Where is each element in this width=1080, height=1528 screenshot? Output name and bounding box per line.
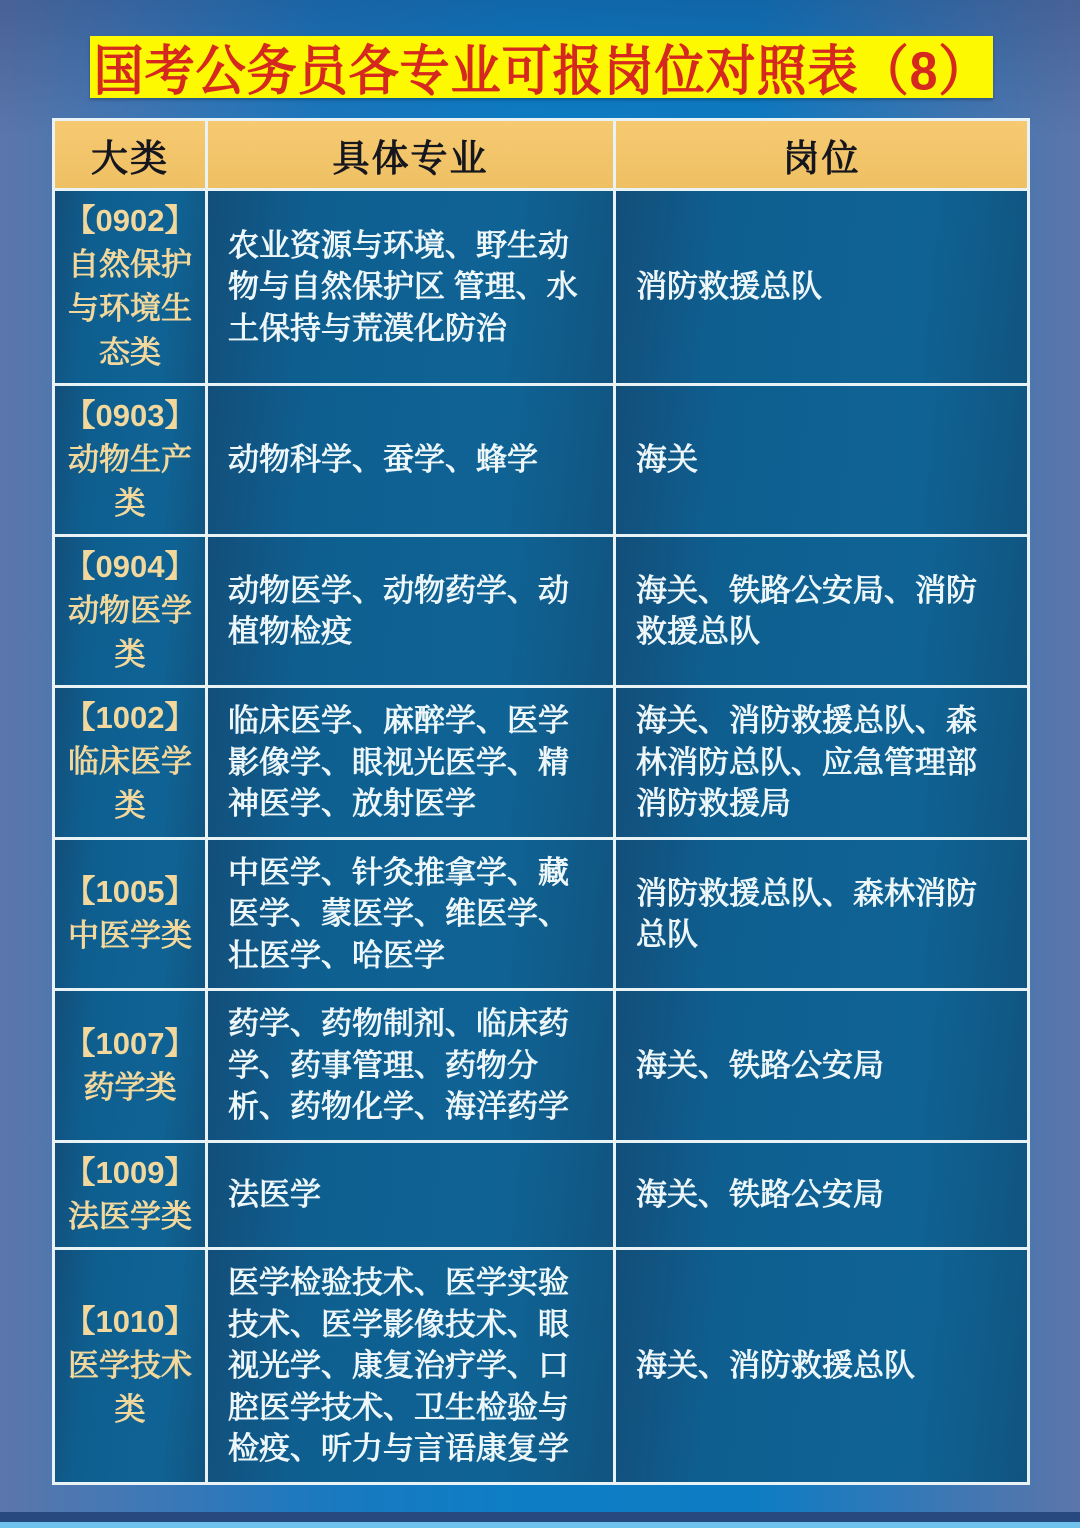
positions-cell: [616, 386, 1027, 534]
column-header-positions: 岗位: [616, 121, 1027, 188]
category-name: 中医学类: [68, 918, 192, 954]
category-code: 【1005】: [64, 874, 196, 910]
positions-cell: [616, 191, 1027, 383]
category-name: 动物生产类: [68, 442, 192, 522]
majors-text: 农业资源与环境、野生动物与自然保护区 管理、水土保持与荒漠化防治: [228, 227, 578, 346]
category-name: 自然保护与环境生态类: [68, 247, 192, 371]
positions-text: 海关、铁路公安局、消防救援总队: [636, 572, 977, 650]
majors-cell: [208, 1143, 613, 1247]
majors-text: 药学、药物制剂、临床药学、药事管理、药物分析、药物化学、海洋药学: [228, 1006, 569, 1125]
category-cell: [55, 1250, 205, 1482]
category-name: 药学类: [83, 1069, 177, 1105]
positions-cell: [616, 991, 1027, 1140]
category-cell: [55, 688, 205, 837]
positions-cell: [616, 688, 1027, 837]
positions-text: 海关、铁路公安局: [636, 1177, 884, 1213]
positions-text: 消防救援总队: [636, 269, 822, 305]
column-header-majors: 具体专业: [208, 121, 613, 188]
majors-positions-table: [52, 118, 1030, 1485]
page-title: 国考公务员各专业可报岗位对照表（8）: [93, 41, 990, 102]
majors-cell: [208, 537, 613, 685]
majors-text: 动物医学、动物药学、动植物检疫: [228, 572, 569, 650]
majors-text: 动物科学、蚕学、蜂学: [228, 442, 538, 478]
majors-text: 医学检验技术、医学实验技术、医学影像技术、眼视光学、康复治疗学、口腔医学技术、卫生检验与检疫、听力与言语康复学: [228, 1264, 569, 1467]
category-cell: [55, 991, 205, 1140]
title-banner: [90, 36, 993, 102]
majors-text: 中医学、针灸推拿学、藏医学、蒙医学、维医学、壮医学、哈医学: [228, 854, 569, 973]
positions-cell: [616, 840, 1027, 989]
category-cell: [55, 386, 205, 534]
category-cell: [55, 191, 205, 383]
category-code: 【1010】: [64, 1303, 196, 1339]
category-code: 【0904】: [64, 549, 196, 585]
category-code: 【1007】: [64, 1025, 196, 1061]
majors-cell: [208, 191, 613, 383]
majors-text: 法医学: [228, 1177, 321, 1213]
category-name: 法医学类: [68, 1198, 192, 1234]
category-name: 医学技术类: [68, 1347, 192, 1427]
majors-cell: [208, 386, 613, 534]
majors-text: 临床医学、麻醉学、医学影像学、眼视光医学、精神医学、放射医学: [228, 703, 569, 822]
positions-cell: [616, 537, 1027, 685]
category-name: 临床医学类: [68, 744, 192, 824]
positions-text: 海关、消防救援总队: [636, 1348, 915, 1384]
positions-text: 消防救援总队、森林消防总队: [636, 875, 977, 953]
column-header-category: 大类: [55, 121, 205, 188]
category-cell: [55, 1143, 205, 1247]
category-code: 【1002】: [64, 700, 196, 736]
majors-cell: [208, 840, 613, 989]
positions-text: 海关: [636, 442, 698, 478]
positions-cell: [616, 1143, 1027, 1247]
bottom-light-strip: [0, 1522, 1080, 1528]
category-code: 【0902】: [64, 203, 196, 238]
category-cell: [55, 840, 205, 989]
positions-cell: [616, 1250, 1027, 1482]
category-code: 【1009】: [64, 1154, 196, 1190]
category-name: 动物医学类: [68, 593, 192, 673]
majors-cell: [208, 688, 613, 837]
positions-text: 海关、消防救援总队、森林消防总队、应急管理部消防救援局: [636, 703, 977, 822]
majors-cell: [208, 991, 613, 1140]
majors-cell: [208, 1250, 613, 1482]
positions-text: 海关、铁路公安局: [636, 1047, 884, 1083]
category-cell: [55, 537, 205, 685]
bottom-dark-strip: [0, 1512, 1080, 1522]
category-code: 【0903】: [64, 398, 196, 434]
